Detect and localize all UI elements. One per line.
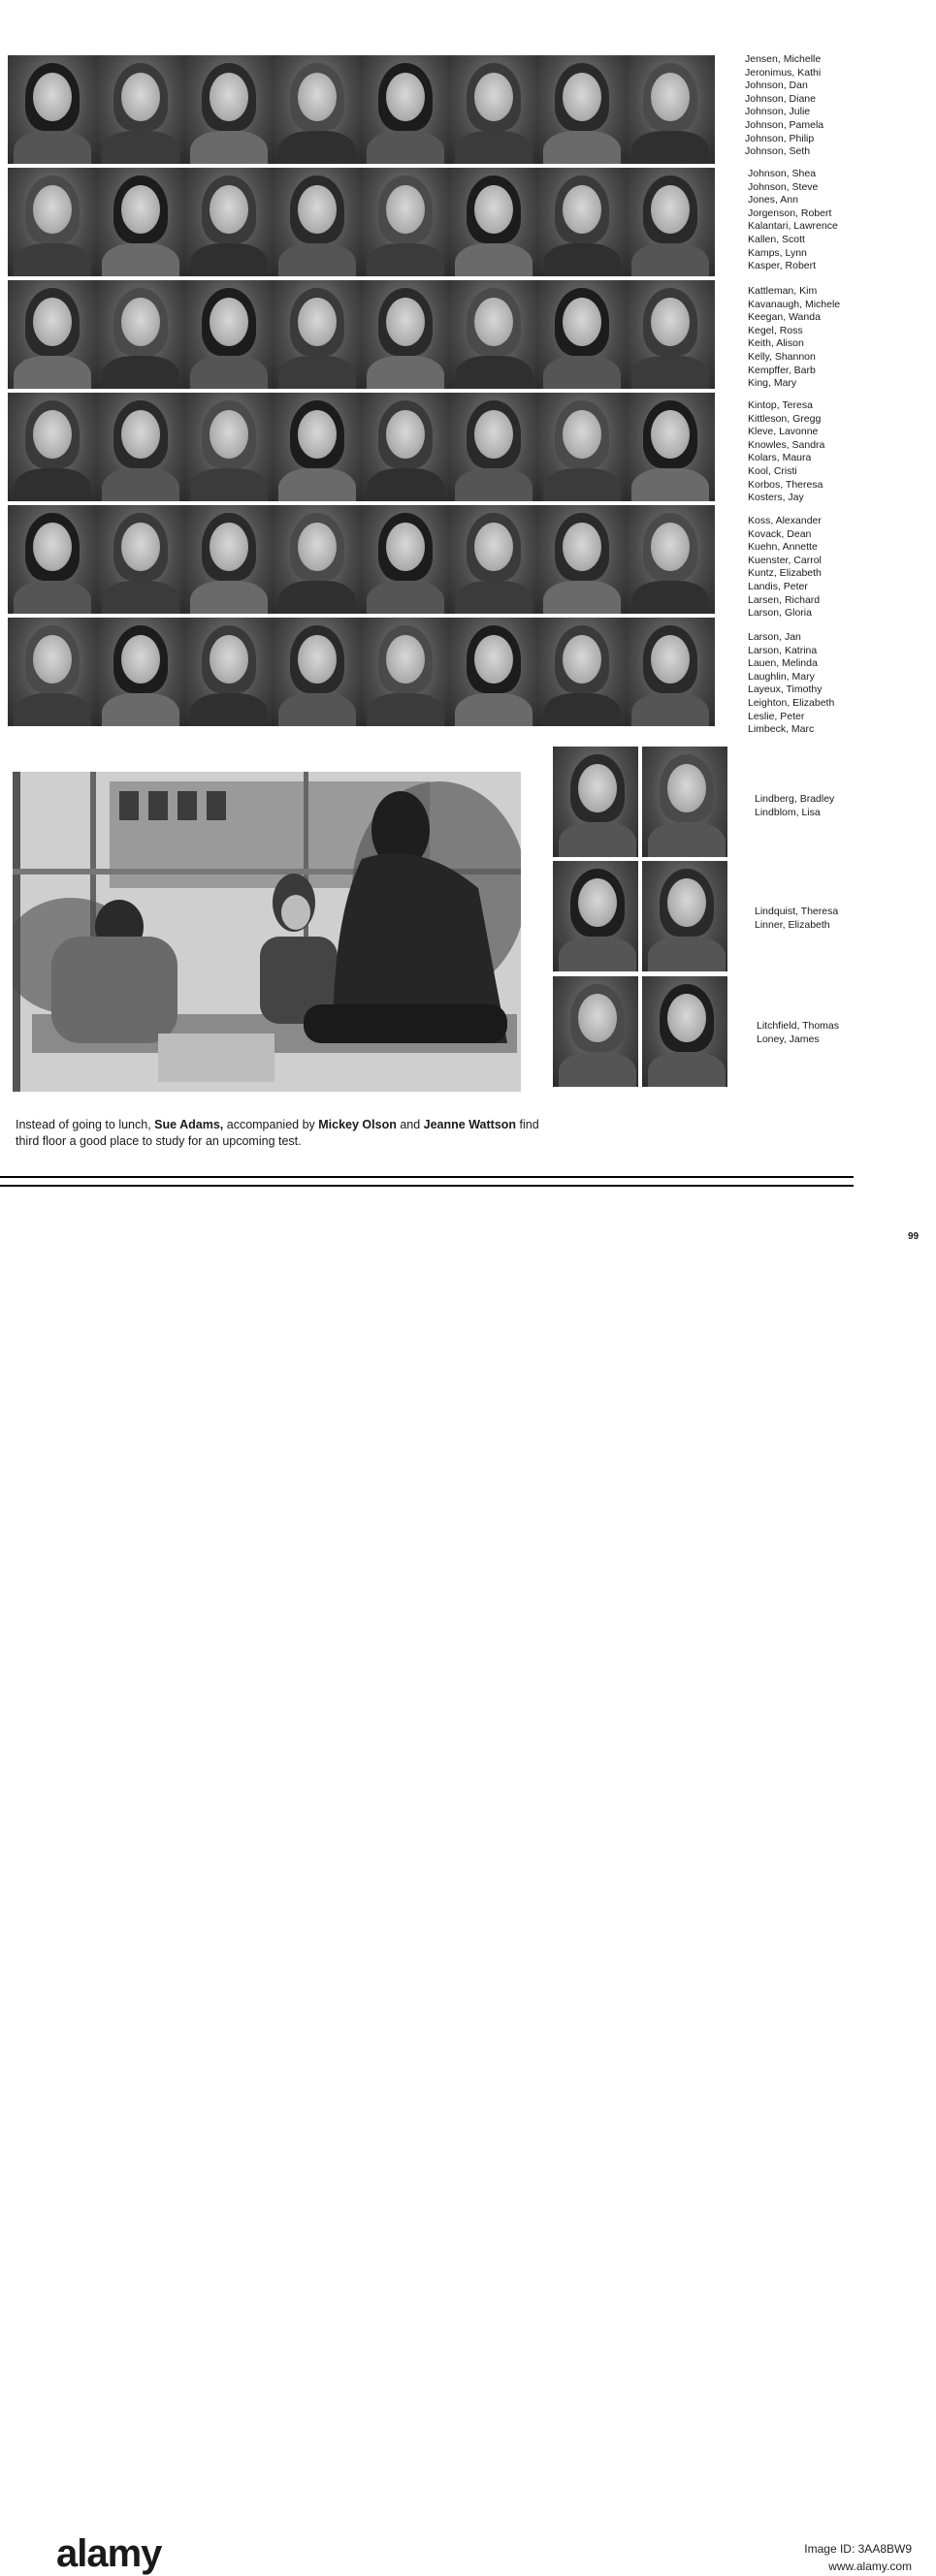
- student-name: King, Mary: [748, 377, 797, 390]
- student-portrait: [449, 168, 538, 276]
- student-name: Larsen, Richard: [748, 593, 821, 606]
- candid-photo-art: [13, 772, 521, 1092]
- student-portrait: [96, 168, 185, 276]
- student-portrait: [537, 393, 627, 501]
- student-portrait: [626, 393, 715, 501]
- student-portrait: [8, 280, 97, 389]
- student-name: Limbeck, Marc: [748, 723, 815, 736]
- student-name: Kintop, Teresa: [748, 399, 813, 411]
- name-list: [757, 1020, 839, 1046]
- student-portrait: [553, 747, 638, 857]
- page-number: 99: [908, 1231, 920, 1242]
- student-name: Kattleman, Kim: [748, 285, 818, 297]
- student-name: Linner, Elizabeth: [755, 918, 830, 931]
- student-name: Jeronimus, Kathi: [745, 66, 822, 79]
- student-name: Kavanaugh, Michele: [748, 298, 841, 310]
- student-name: Larson, Gloria: [748, 607, 812, 620]
- student-name: Kalantari, Lawrence: [748, 220, 838, 233]
- caption-text-4: find third floor a good place to study for an upcoming test.: [16, 1118, 539, 1148]
- student-portrait: [642, 976, 727, 1087]
- student-portrait: [184, 280, 274, 389]
- student-name: Jorgenson, Robert: [748, 207, 832, 219]
- student-name: Lindquist, Theresa: [755, 906, 839, 917]
- candid-photo: [13, 772, 521, 1092]
- name-list: [748, 631, 834, 737]
- student-portrait: [8, 55, 97, 164]
- student-portrait: [626, 55, 715, 164]
- caption-name-1: Sue Adams,: [154, 1118, 224, 1131]
- student-portrait: [537, 618, 627, 726]
- name-list: [748, 399, 824, 505]
- student-name: Keegan, Wanda: [748, 311, 821, 324]
- student-portrait: [184, 505, 274, 614]
- student-name: Johnson, Julie: [745, 106, 811, 118]
- student-name: Larson, Jan: [748, 631, 801, 643]
- student-portrait: [361, 618, 450, 726]
- student-portrait: [8, 168, 97, 276]
- student-name: Loney, James: [757, 1033, 820, 1045]
- student-name: Lindblom, Lisa: [755, 806, 821, 818]
- student-name: Lindberg, Bradley: [755, 793, 835, 805]
- stock-banner: [0, 1260, 936, 2575]
- student-portrait: [96, 280, 185, 389]
- student-name: Kleve, Lavonne: [748, 426, 819, 438]
- student-name: Johnson, Philip: [745, 132, 815, 144]
- student-name: Kegel, Ross: [748, 324, 803, 336]
- student-portrait: [273, 168, 362, 276]
- student-portrait: [273, 505, 362, 614]
- student-portrait: [184, 393, 274, 501]
- student-portrait: [642, 861, 727, 971]
- student-portrait: [537, 505, 627, 614]
- name-list: [748, 515, 822, 620]
- student-name: Kamps, Lynn: [748, 246, 807, 259]
- student-portrait: [626, 168, 715, 276]
- student-name: Kosters, Jay: [748, 492, 804, 504]
- student-name: Kittleson, Gregg: [748, 412, 822, 425]
- student-portrait: [537, 55, 627, 164]
- student-portrait: [96, 55, 185, 164]
- student-name: Koss, Alexander: [748, 515, 822, 526]
- student-portrait: [361, 505, 450, 614]
- student-name: Kasper, Robert: [748, 260, 817, 272]
- divider-rule-bottom: [0, 1185, 854, 1187]
- student-name: Layeux, Timothy: [748, 684, 823, 696]
- student-portrait: [449, 393, 538, 501]
- student-portrait: [626, 618, 715, 726]
- student-name: Kelly, Shannon: [748, 350, 816, 363]
- student-name: Johnson, Dan: [745, 80, 808, 92]
- student-name: Johnson, Shea: [748, 168, 817, 179]
- yearbook-page: [0, 0, 936, 1260]
- student-name: Kempffer, Barb: [748, 364, 816, 376]
- student-portrait: [273, 618, 362, 726]
- student-name: Kool, Cristi: [748, 464, 797, 477]
- student-portrait: [537, 168, 627, 276]
- student-portrait: [449, 55, 538, 164]
- student-name: Kovack, Dean: [748, 527, 812, 540]
- student-portrait: [449, 618, 538, 726]
- photo-caption: [16, 1117, 539, 1150]
- name-list: [745, 53, 823, 159]
- student-portrait: [553, 861, 638, 971]
- student-name: Laughlin, Mary: [748, 670, 815, 683]
- student-name: Kuntz, Elizabeth: [748, 567, 822, 580]
- caption-name-3: Jeanne Wattson: [423, 1118, 517, 1131]
- student-portrait: [96, 505, 185, 614]
- student-portrait: [553, 976, 638, 1087]
- student-name: Kallen, Scott: [748, 233, 805, 245]
- banner-info: [601, 2540, 912, 2575]
- student-portrait: [449, 505, 538, 614]
- caption-text-2: accompanied by: [223, 1118, 319, 1131]
- student-portrait: [361, 393, 450, 501]
- caption-name-2: Mickey Olson: [318, 1118, 397, 1131]
- student-portrait: [537, 280, 627, 389]
- student-portrait: [642, 747, 727, 857]
- student-name: Leslie, Peter: [748, 710, 805, 722]
- student-portrait: [626, 505, 715, 614]
- caption-text-3: and: [396, 1118, 424, 1131]
- student-portrait: [449, 280, 538, 389]
- student-portrait: [184, 55, 274, 164]
- student-portrait: [96, 618, 185, 726]
- student-name: Kuehn, Annette: [748, 541, 818, 554]
- student-name: Korbos, Theresa: [748, 478, 823, 491]
- student-name: Johnson, Seth: [745, 145, 811, 158]
- student-portrait: [8, 505, 97, 614]
- student-portrait: [273, 280, 362, 389]
- student-name: Landis, Peter: [748, 580, 808, 592]
- name-list: [748, 168, 838, 273]
- divider-rule-top: [0, 1176, 854, 1178]
- name-list: [748, 285, 840, 391]
- student-portrait: [184, 168, 274, 276]
- student-name: Kolars, Maura: [748, 452, 812, 464]
- student-name: Larson, Katrina: [748, 644, 818, 656]
- student-portrait: [361, 168, 450, 276]
- student-name: Leighton, Elizabeth: [748, 696, 835, 709]
- student-portrait: [8, 393, 97, 501]
- name-list: [755, 906, 838, 932]
- student-name: Jones, Ann: [748, 194, 798, 207]
- student-name: Johnson, Diane: [745, 92, 816, 105]
- student-name: Johnson, Pamela: [745, 118, 824, 131]
- student-portrait: [273, 55, 362, 164]
- student-name: Keith, Alison: [748, 337, 804, 350]
- student-name: Jensen, Michelle: [745, 53, 822, 65]
- student-portrait: [8, 618, 97, 726]
- student-portrait: [361, 55, 450, 164]
- alamy-logo: alamy: [56, 2532, 162, 2575]
- student-name: Lauen, Melinda: [748, 657, 818, 670]
- student-name: Kuenster, Carrol: [748, 554, 822, 566]
- student-portrait: [626, 280, 715, 389]
- banner-url: www.alamy.com: [828, 2560, 912, 2573]
- student-name: Litchfield, Thomas: [757, 1020, 840, 1032]
- student-name: Knowles, Sandra: [748, 438, 825, 451]
- name-list: [755, 793, 834, 819]
- student-portrait: [273, 393, 362, 501]
- student-name: Johnson, Steve: [748, 180, 819, 193]
- student-portrait: [96, 393, 185, 501]
- banner-image-id: Image ID: 3AA8BW9: [804, 2542, 912, 2556]
- caption-text-1: Instead of going to lunch,: [16, 1118, 155, 1131]
- student-portrait: [184, 618, 274, 726]
- student-portrait: [361, 280, 450, 389]
